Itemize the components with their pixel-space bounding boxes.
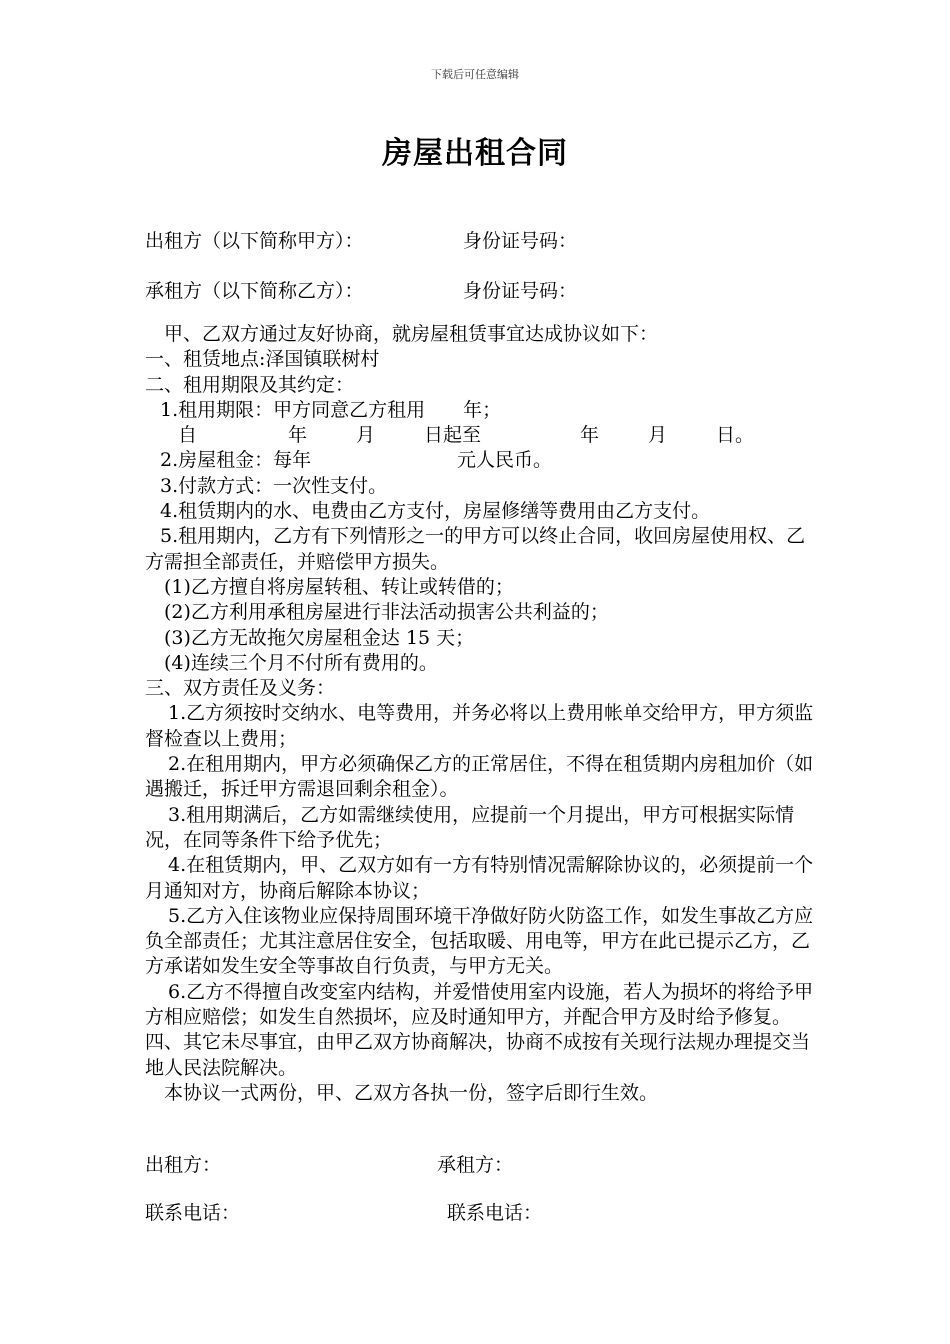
payment-clause: 3.付款方式：一次性支付。 <box>160 474 388 497</box>
rent-unit: 元人民币。 <box>457 449 553 472</box>
lessee-phone-label: 联系电话： <box>447 1202 543 1224</box>
lessee-id-label: 身份证号码： <box>463 280 578 302</box>
section-1: 一、租赁地点:泽国镇联树村 <box>145 348 380 371</box>
date-day-2: 日。 <box>716 424 755 447</box>
lessee-row <box>145 276 578 303</box>
duty-item: 3.租用期满后，乙方如需继续使用，应提前一个月提出，甲方可根据实际情况，在同等条件下给予优先； <box>145 803 795 851</box>
term-clause: 1.租用期限：甲方同意乙方租用 年； <box>160 398 502 421</box>
section-3-heading: 三、双方责任及义务： <box>145 677 336 700</box>
termination-item: (4)连续三个月不付所有费用的。 <box>164 651 438 674</box>
lessor-phone-label: 联系电话： <box>145 1202 241 1224</box>
lessee-label: 承租方（以下简称乙方）： <box>145 280 364 302</box>
date-month-2: 月 <box>648 424 668 447</box>
termination-item: (2)乙方利用承租房屋进行非法活动损害公共利益的； <box>164 601 609 624</box>
section-4: 四、其它未尽事宜，由甲乙双方协商解决，协商不成按有关现行法规办理提交当地人民法院解决。 <box>145 1031 811 1079</box>
date-from: 自 <box>178 424 198 447</box>
intro-paragraph: 甲、乙双方通过友好协商，就房屋租赁事宜达成协议如下： <box>164 323 659 345</box>
page-title: 房屋出租合同 <box>382 136 568 171</box>
term-date-line <box>145 423 817 448</box>
rent-label: 2.房屋租金：每年 <box>160 449 312 472</box>
duty-item: 5.乙方入住该物业应保持周围环境干净做好防火防盗工作，如发生事故乙方应负全部责任；尤其注意居住安全，包括取暖、用电等，甲方在此已提示乙方，乙方承诺如发生安全等事故自行负责，与甲方无关。 <box>145 904 814 978</box>
lessor-label: 出租方（以下简称甲方）： <box>145 230 364 252</box>
utilities-clause: 4.租赁期内的水、电费由乙方支付，房屋修缮等费用由乙方支付。 <box>160 500 711 523</box>
duty-item: 4.在租赁期内，甲、乙双方如有一方有特别情况需解除协议的，必须提前一个月通知对方，协商后解除本协议； <box>145 854 814 902</box>
lessee-signature-label: 承租方： <box>437 1154 514 1176</box>
termination-item: (3)乙方无故拖欠房屋租金达 15 天； <box>164 626 475 649</box>
duty-item: 6.乙方不得擅自改变室内结构，并爱惜使用室内设施，若人为损坏的将给予甲方相应赔偿；如发生自然损坏，应及时通知甲方，并配合甲方及时给予修复。 <box>145 980 814 1029</box>
duty-item: 2.在租用期内，甲方必须确保乙方的正常居住，不得在租赁期内房租加价（如遇搬迁，拆迁甲方需退回剩余租金）。 <box>145 753 814 801</box>
closing-statement: 本协议一式两份，甲、乙双方各执一份，签字后即行生效。 <box>164 1081 659 1104</box>
duty-item: 1.乙方须按时交纳水、电等费用，并务必将以上费用帐单交给甲方，甲方须监督检查以上费用； <box>145 702 814 750</box>
rent-clause <box>145 448 817 473</box>
date-year-2: 年 <box>580 424 600 447</box>
section-2-heading: 二、租用期限及其约定： <box>145 373 355 396</box>
lessor-row <box>145 226 578 253</box>
date-year-1: 年 <box>288 424 308 447</box>
date-day-1: 日起至 <box>424 424 482 447</box>
lessor-signature-label: 出租方： <box>145 1154 222 1176</box>
header-note: 下载后可任意编辑 <box>431 68 519 81</box>
termination-clause: 5.租用期内，乙方有下列情形之一的甲方可以终止合同，收回房屋使用权、乙方需担全部责任，并赔偿甲方损失。 <box>145 525 806 573</box>
date-month-1: 月 <box>356 424 376 447</box>
termination-item: (1)乙方擅自将房屋转租、转让或转借的； <box>164 575 514 598</box>
lessor-id-label: 身份证号码： <box>463 230 578 252</box>
contract-body <box>145 322 817 1106</box>
